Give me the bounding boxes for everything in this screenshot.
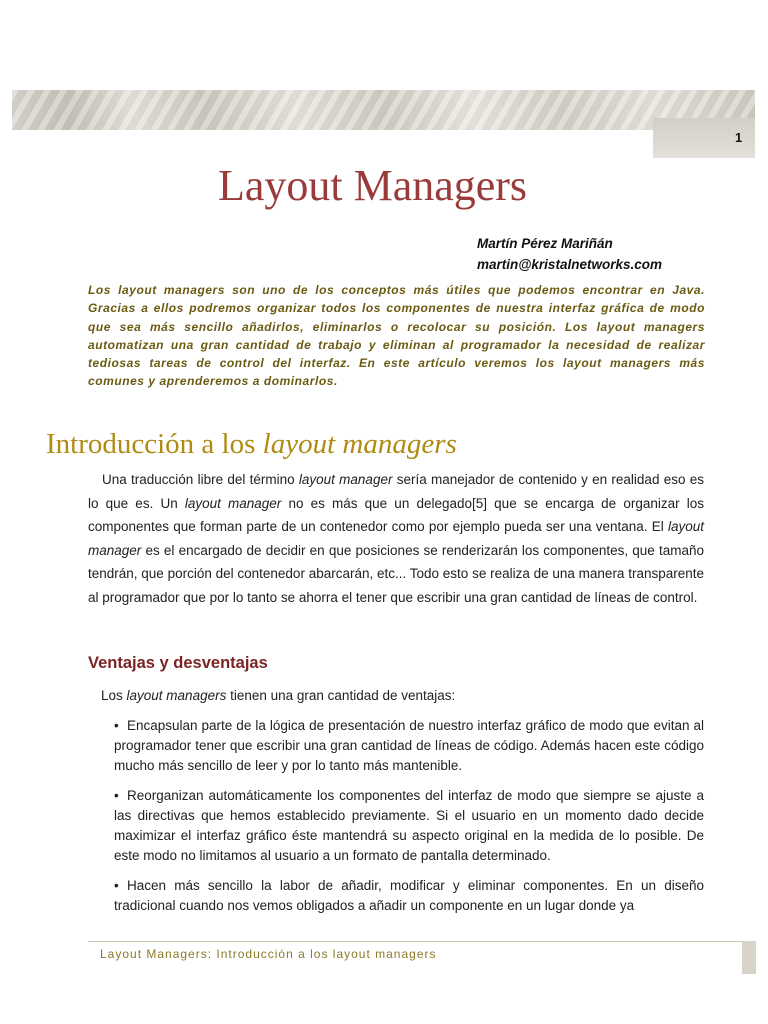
section-heading-introduccion bbox=[46, 428, 457, 461]
footer-divider bbox=[88, 941, 742, 942]
italic-term: layout managers bbox=[126, 688, 227, 703]
italic-term: layout manager bbox=[88, 519, 704, 558]
section-heading-ventajas: Ventajas y desventajas bbox=[88, 654, 268, 672]
text-run: es el encargado de decidir en que posiciones se renderizarán los componentes, que tamaño tendrán, que porción del contenedor abarcarán, etc... Todo esto se realiza de una manera transparente al programador que por lo tanto se ahorra el tener que escribir una gran cantidad de líneas de control. bbox=[88, 542, 704, 605]
document-title: Layout Managers bbox=[217, 161, 528, 210]
list-item-text: Encapsulan parte de la lógica de presentación de nuestro interfaz gráfico de modo que evitan al programador tener que escribir una gran cantidad de líneas de código. Además hacen este código mucho más sencillo de leer y por lo tanto más mantenible. bbox=[114, 718, 704, 773]
text-run: sería manejador de contenido y en realidad eso es lo que es. Un bbox=[88, 472, 704, 511]
abstract: Los layout managers son uno de los conceptos más útiles que podemos encontrar en Java. Gracias a ellos podremos organizar todos los componentes de nuestra interfaz gráfica de modo que sea más sencillo añadirlos, eliminarlos o recolocar su posición. Los layout managers automatizan una gran cantidad de trabajo y eliminan al programador la necesidad de realizar tediosas tareas de control del interfaz. En este artículo veremos los layout managers más comunes y aprenderemos a dominarlos. bbox=[88, 283, 705, 389]
bullet-icon: • bbox=[114, 718, 119, 733]
list-item bbox=[114, 876, 704, 916]
author-email: martin@kristalnetworks.com bbox=[477, 257, 662, 272]
text-run: tienen una gran cantidad de ventajas: bbox=[226, 688, 456, 703]
author-block bbox=[477, 233, 662, 275]
list-item bbox=[114, 786, 704, 866]
author-name: Martín Pérez Mariñán bbox=[477, 236, 613, 251]
ventajas-intro bbox=[101, 684, 704, 708]
list-item bbox=[114, 716, 704, 776]
italic-term: layout manager bbox=[184, 495, 282, 511]
heading-italic-text: layout managers bbox=[262, 428, 457, 460]
bullet-icon: • bbox=[114, 788, 119, 803]
footer-text: Layout Managers: Introducción a los layout managers bbox=[100, 947, 437, 961]
page-number: 1 bbox=[735, 130, 743, 145]
italic-term: layout manager bbox=[298, 472, 393, 487]
text-run: Los bbox=[101, 688, 127, 703]
list-item-text: Hacen más sencillo la labor de añadir, modificar y eliminar componentes. En un diseño tradicional cuando nos vemos obligados a añadir un componente en un lugar donde ya bbox=[114, 878, 704, 913]
bullet-icon: • bbox=[114, 878, 119, 893]
list-item-text: Reorganizan automáticamente los componentes del interfaz de modo que siempre se ajuste a las directivas que hemos establecido previamente. Si el usuario en un momento dado decide maximizar el interfaz gráfico éste mantendrá su aspecto original en la medida de lo posible. De este modo no limitamos al usuario a un formato de pantalla determinado. bbox=[114, 788, 704, 863]
footer-decoration bbox=[742, 941, 756, 974]
intro-paragraph bbox=[88, 468, 704, 609]
header-decoration bbox=[12, 90, 755, 130]
text-run: no es más que un delegado[5] que se encarga de organizar los componentes que forman parte de un contenedor como por ejemplo pueda ser una ventana. El bbox=[88, 495, 704, 534]
heading-text: Introducción a los bbox=[46, 428, 263, 460]
ventajas-list bbox=[114, 716, 704, 926]
text-run: Una traducción libre del término bbox=[102, 472, 299, 487]
